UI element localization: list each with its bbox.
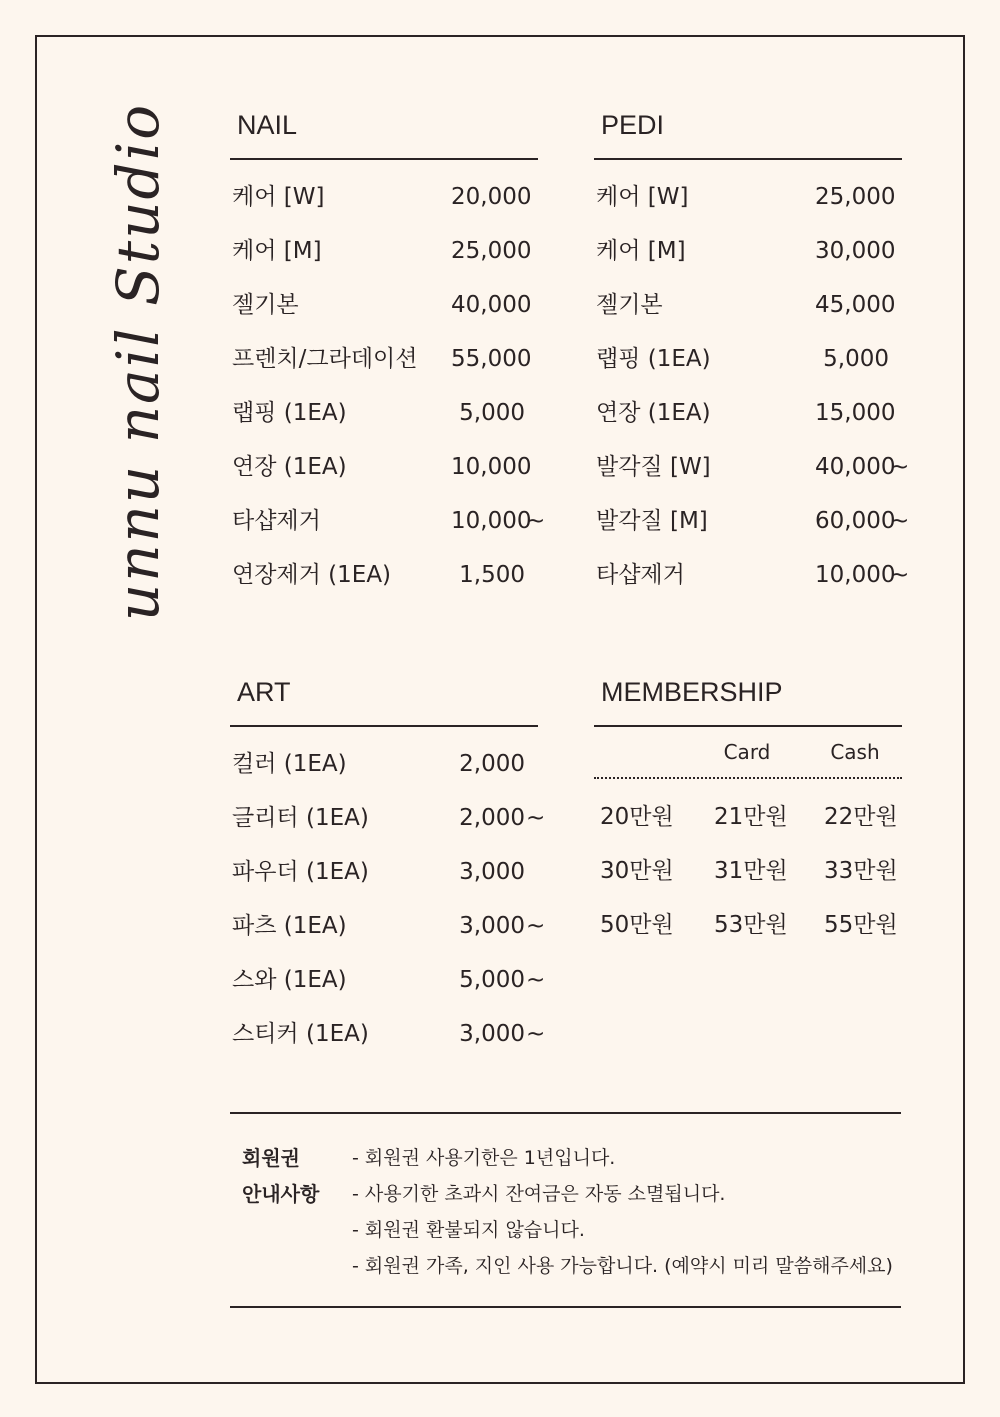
item-name: 연장제거 (1EA) <box>232 562 392 588</box>
item-name: 젤기본 <box>596 292 663 318</box>
item-name: 랩핑 (1EA) <box>596 346 711 372</box>
price-from-mark: ~ <box>890 508 910 534</box>
art-row <box>230 791 546 845</box>
item-name: 연장 (1EA) <box>596 400 711 426</box>
item-price: 25,000 <box>815 184 896 210</box>
nail-row <box>230 224 538 278</box>
pedi-row <box>594 170 902 224</box>
item-name: 글리터 (1EA) <box>232 805 369 831</box>
nail-row <box>230 386 538 440</box>
nail-row <box>230 170 538 224</box>
membership-card-value: 31만원 <box>714 858 788 884</box>
item-price: 10,000 <box>815 562 896 588</box>
price-from-mark: ~ <box>890 562 910 588</box>
nail-row <box>230 494 546 548</box>
item-name: 발각질 [W] <box>596 454 711 480</box>
art-title-rule <box>230 725 538 727</box>
art-section <box>230 672 546 1061</box>
pedi-section <box>594 105 910 602</box>
membership-card-value: 21만원 <box>714 804 788 830</box>
art-row <box>230 1007 546 1061</box>
price-from-mark: ~ <box>526 1021 546 1047</box>
membership-cash-value: 55만원 <box>824 912 898 938</box>
brand-script-logo: unnu nail Studio <box>104 102 172 622</box>
notice-item: - 회원권 사용기한은 1년입니다. <box>352 1147 616 1169</box>
art-row <box>230 845 538 899</box>
nail-row <box>230 278 538 332</box>
item-price: 5,000 <box>823 346 889 372</box>
item-price: 40,000 <box>451 292 532 318</box>
pedi-row <box>594 548 910 602</box>
pedi-row <box>594 332 902 386</box>
membership-amount: 50만원 <box>600 912 674 938</box>
art-row <box>230 899 546 953</box>
pedi-row <box>594 224 902 278</box>
notice-label <box>242 1140 319 1212</box>
pedi-row <box>594 440 910 494</box>
item-name: 파우더 (1EA) <box>232 859 369 885</box>
item-name: 컬러 (1EA) <box>232 751 347 777</box>
item-price: 55,000 <box>451 346 532 372</box>
membership-section <box>594 672 902 952</box>
cash-column-header: Cash <box>830 740 880 764</box>
membership-header <box>594 727 902 777</box>
pedi-row <box>594 386 902 440</box>
price-from-mark: ~ <box>526 508 546 534</box>
item-name: 프렌치/그라데이션 <box>232 346 418 372</box>
item-name: 케어 [M] <box>596 238 686 264</box>
notice-bottom-rule <box>230 1306 901 1308</box>
item-name: 발각질 [M] <box>596 508 708 534</box>
item-price: 10,000 <box>451 454 532 480</box>
membership-cash-value: 33만원 <box>824 858 898 884</box>
art-price-list <box>230 737 546 1061</box>
item-price: 45,000 <box>815 292 896 318</box>
pedi-title: PEDI <box>601 110 665 140</box>
membership-row <box>594 898 902 952</box>
notice-label-line: 안내사항 <box>242 1182 320 1206</box>
item-price: 5,000 <box>459 400 525 426</box>
item-price: 15,000 <box>815 400 896 426</box>
card-column-header: Card <box>723 740 771 764</box>
price-from-mark: ~ <box>526 913 546 939</box>
art-title: ART <box>237 677 291 707</box>
membership-row <box>594 790 902 844</box>
art-row <box>230 737 538 791</box>
item-price: 10,000 <box>451 508 532 534</box>
notice-top-rule <box>230 1112 901 1114</box>
nail-price-list <box>230 170 546 602</box>
item-price: 3,000 <box>459 859 525 885</box>
item-name: 타샵제거 <box>596 562 685 588</box>
item-price: 3,000 <box>459 1021 525 1047</box>
price-from-mark: ~ <box>526 805 546 831</box>
notice-label-line: 회원권 <box>242 1146 300 1170</box>
item-price: 60,000 <box>815 508 896 534</box>
item-name: 연장 (1EA) <box>232 454 347 480</box>
membership-table <box>594 790 902 952</box>
price-from-mark: ~ <box>890 454 910 480</box>
membership-amount: 20만원 <box>600 804 674 830</box>
item-name: 스와 (1EA) <box>232 967 347 993</box>
item-name: 파츠 (1EA) <box>232 913 347 939</box>
item-price: 20,000 <box>451 184 532 210</box>
art-row <box>230 953 546 1007</box>
item-price: 25,000 <box>451 238 532 264</box>
membership-card-value: 53만원 <box>714 912 788 938</box>
item-price: 30,000 <box>815 238 896 264</box>
membership-amount: 30만원 <box>600 858 674 884</box>
nail-row <box>230 440 538 494</box>
membership-row <box>594 844 902 898</box>
item-price: 40,000 <box>815 454 896 480</box>
pedi-row <box>594 278 902 332</box>
price-from-mark: ~ <box>526 967 546 993</box>
item-price: 2,000 <box>459 751 525 777</box>
item-name: 케어 [M] <box>232 238 322 264</box>
notice-item: - 사용기한 초과시 잔여금은 자동 소멸됩니다. <box>352 1183 726 1205</box>
membership-dotted-divider <box>594 777 902 779</box>
notice-list <box>352 1140 893 1284</box>
item-price: 1,500 <box>459 562 525 588</box>
nail-row <box>230 548 538 602</box>
membership-title: MEMBERSHIP <box>601 677 783 707</box>
item-name: 랩핑 (1EA) <box>232 400 347 426</box>
nail-title-rule <box>230 158 538 160</box>
notice-item: - 회원권 환불되지 않습니다. <box>352 1219 585 1241</box>
nail-row <box>230 332 538 386</box>
pedi-row <box>594 494 910 548</box>
pedi-price-list <box>594 170 910 602</box>
item-name: 케어 [W] <box>596 184 689 210</box>
membership-cash-value: 22만원 <box>824 804 898 830</box>
item-name: 케어 [W] <box>232 184 325 210</box>
item-price: 5,000 <box>459 967 525 993</box>
item-name: 타샵제거 <box>232 508 321 534</box>
nail-title: NAIL <box>237 110 298 140</box>
item-name: 젤기본 <box>232 292 299 318</box>
item-price: 2,000 <box>459 805 525 831</box>
nail-section <box>230 105 546 602</box>
item-name: 스티커 (1EA) <box>232 1021 369 1047</box>
item-price: 3,000 <box>459 913 525 939</box>
pedi-title-rule <box>594 158 902 160</box>
notice-item: - 회원권 가족, 지인 사용 가능합니다. (예약시 미리 말씀해주세요) <box>352 1255 893 1277</box>
